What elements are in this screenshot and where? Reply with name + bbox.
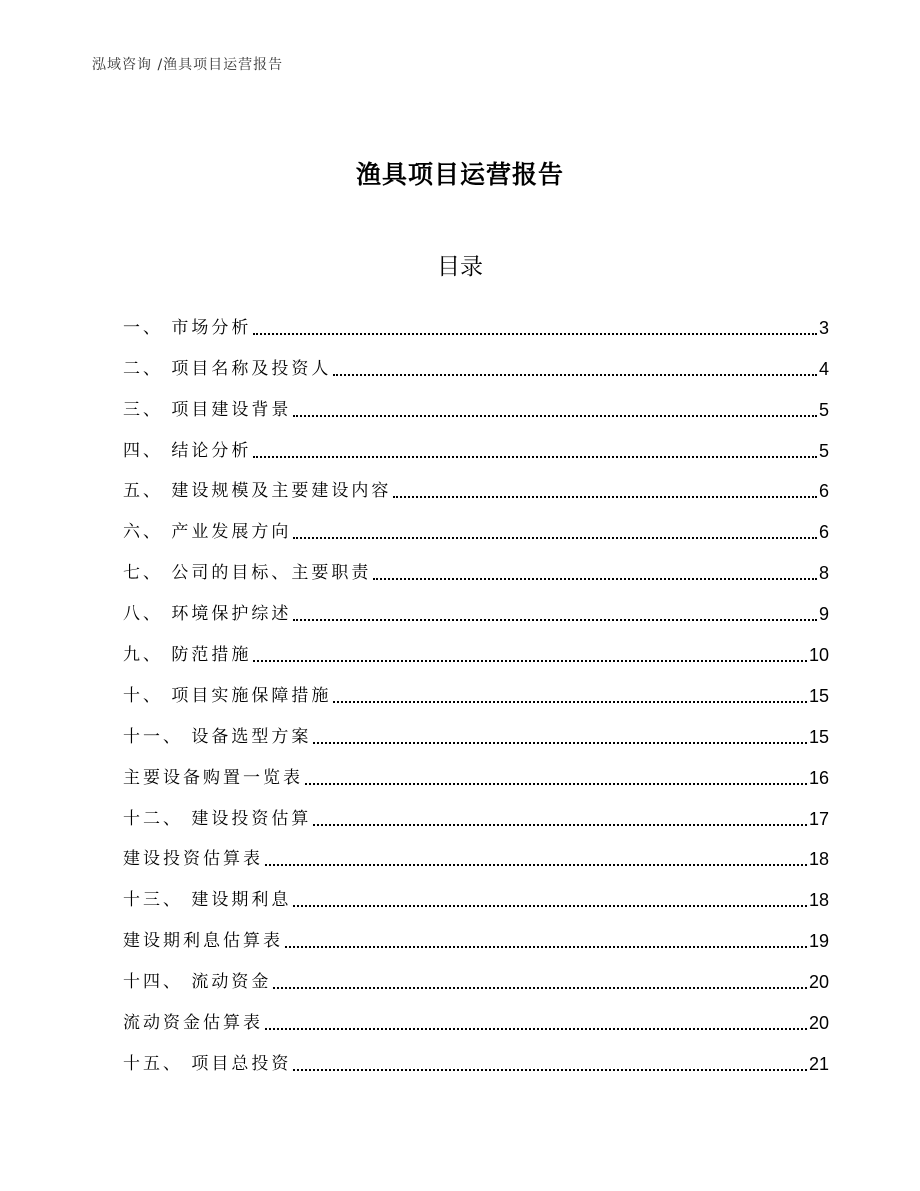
toc-entry-label: 五、 建设规模及主要建设内容 — [123, 481, 392, 502]
dot-leader — [293, 415, 817, 417]
toc-entry-page: 21 — [808, 1053, 829, 1074]
toc-entry[interactable] — [123, 832, 829, 873]
toc-entry-page: 15 — [808, 726, 829, 747]
dot-leader — [293, 619, 817, 621]
dot-leader — [333, 701, 807, 703]
toc-entry[interactable] — [123, 913, 829, 954]
toc-entry[interactable] — [123, 791, 829, 832]
toc-entry-page: 3 — [818, 317, 829, 338]
toc-entry-page: 20 — [808, 972, 829, 993]
dot-leader — [313, 824, 807, 826]
toc-entry[interactable] — [123, 954, 829, 995]
dot-leader — [373, 578, 817, 580]
toc-entry-label: 十三、 建设期利息 — [123, 890, 292, 911]
toc-entry[interactable] — [123, 1036, 829, 1077]
toc-entry-page: 20 — [808, 1013, 829, 1034]
toc-entry-page: 5 — [818, 399, 829, 420]
toc-entry-page: 6 — [818, 522, 829, 543]
toc-entry-label: 十一、 设备选型方案 — [123, 726, 312, 747]
dot-leader — [313, 742, 807, 744]
toc-entry-page: 4 — [818, 358, 829, 379]
toc-entry-label: 四、 结论分析 — [123, 440, 252, 461]
toc-entry-page: 6 — [818, 481, 829, 502]
toc-entry[interactable] — [123, 995, 829, 1036]
toc-entry[interactable] — [123, 545, 829, 586]
toc-entry[interactable] — [123, 341, 829, 382]
dot-leader — [253, 333, 817, 335]
toc-entry-label: 流动资金估算表 — [123, 1013, 263, 1034]
toc-entry[interactable] — [123, 586, 829, 627]
dot-leader — [285, 946, 807, 948]
toc-entry-label: 主要设备购置一览表 — [123, 767, 303, 788]
toc-entry-label: 六、 产业发展方向 — [123, 522, 292, 543]
toc-entry-label: 十二、 建设投资估算 — [123, 808, 312, 829]
toc-entry-label: 二、 项目名称及投资人 — [123, 358, 332, 379]
dot-leader — [265, 1028, 807, 1030]
toc-entry-label: 一、 市场分析 — [123, 317, 252, 338]
toc-entry-label: 建设投资估算表 — [123, 849, 263, 870]
toc-entry[interactable] — [123, 382, 829, 423]
toc-entry-page: 19 — [808, 931, 829, 952]
toc-entry[interactable] — [123, 750, 829, 791]
toc-entry-page: 16 — [808, 767, 829, 788]
toc-entry-page: 17 — [808, 808, 829, 829]
dot-leader — [293, 905, 807, 907]
dot-leader — [253, 660, 807, 662]
toc-entry[interactable] — [123, 627, 829, 668]
dot-leader — [293, 1069, 807, 1071]
toc-entry[interactable] — [123, 668, 829, 709]
toc-entry-page: 9 — [818, 604, 829, 625]
toc-entry-label: 建设期利息估算表 — [123, 931, 283, 952]
toc-entry-label: 十、 项目实施保障措施 — [123, 685, 332, 706]
dot-leader — [293, 537, 817, 539]
dot-leader — [333, 374, 817, 376]
toc-entry[interactable] — [123, 709, 829, 750]
table-of-contents — [123, 300, 829, 1077]
dot-leader — [305, 783, 807, 785]
toc-entry-page: 18 — [808, 890, 829, 911]
dot-leader — [273, 987, 807, 989]
toc-entry[interactable] — [123, 504, 829, 545]
dot-leader — [253, 456, 817, 458]
toc-entry-label: 九、 防范措施 — [123, 645, 252, 666]
toc-entry-label: 八、 环境保护综述 — [123, 604, 292, 625]
toc-entry-page: 8 — [818, 563, 829, 584]
toc-heading: 目录 — [437, 254, 483, 280]
toc-entry[interactable] — [123, 464, 829, 505]
toc-entry-label: 七、 公司的目标、主要职责 — [123, 563, 372, 584]
toc-entry-page: 15 — [808, 685, 829, 706]
toc-entry-page: 10 — [808, 645, 829, 666]
toc-entry[interactable] — [123, 872, 829, 913]
toc-entry-label: 十四、 流动资金 — [123, 972, 272, 993]
running-header: 泓域咨询 /渔具项目运营报告 — [92, 57, 284, 73]
toc-entry-page: 5 — [818, 440, 829, 461]
toc-entry-label: 十五、 项目总投资 — [123, 1053, 292, 1074]
dot-leader — [393, 496, 817, 498]
toc-entry-page: 18 — [808, 849, 829, 870]
dot-leader — [265, 864, 807, 866]
toc-entry[interactable] — [123, 423, 829, 464]
document-title: 渔具项目运营报告 — [355, 160, 564, 189]
toc-entry[interactable] — [123, 300, 829, 341]
toc-entry-label: 三、 项目建设背景 — [123, 399, 292, 420]
